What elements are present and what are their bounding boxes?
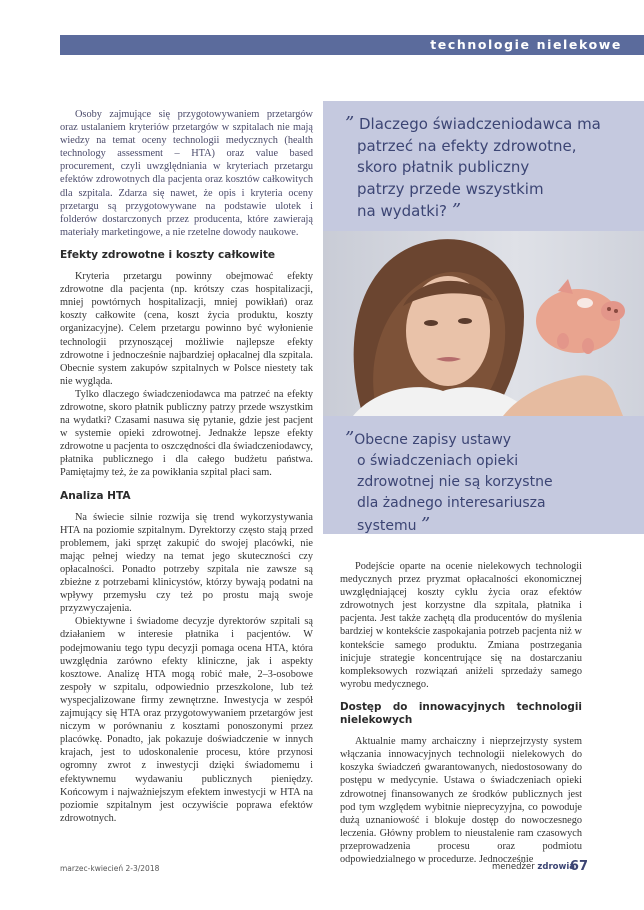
photo-illustration [323, 231, 644, 416]
quote-line: skoro płatnik publiczny [357, 158, 530, 176]
brand-light: menedżer [492, 862, 535, 872]
quote-line: zdrowotnej nie są korzystne [357, 474, 553, 490]
woman-with-piggy-bank-photo [323, 231, 644, 416]
right-article-column [340, 560, 582, 866]
heading-health-effects: Efekty zdrowotne i koszty całkowite [60, 248, 276, 261]
quote-line: o świadczeniach opieki [357, 453, 519, 469]
open-quote-mark: ” [345, 113, 355, 134]
paragraph: Na świecie silnie rozwija się trend wykorzystywania HTA na poziomie szpitalnym. Dyrektorzy często stają przed problemem, jaki sprzęt zakupić do swojej placówki, nie mając pełnej wiedzy na temat jego skuteczności czy opłacalności. Ponadto potrzeby szpitala nie zawsze są zbieżne z potrzebami klinicystów, którzy bywają podatni na wpływy przemysłu czy też po prostu mają swoje przyzwyczajenia. [60, 511, 313, 615]
paragraph: Podejście oparte na ocenie nielekowych technologii medycznych przez pryzmat opłacalności ekonomicznej uwzględniającej koszty cyklu życia oraz efektów zdrowotnych jest korzystne dla szpitala, płatnika i pacjenta. Jest także zachętą dla producentów do myślenia bardziej w kontekście zaspokajania potrzeb pacjenta niż w kontekście samego produktu. Zmiana postrzegania inicjuje strategie koncentrujące się na dostarczaniu kompleksowych rozwiązań aniżeli sprzedaży samego wyrobu medycznego. [340, 561, 582, 690]
open-quote-mark: ” [345, 428, 355, 449]
quote-line: patrzy przede wszystkim [357, 179, 544, 198]
magazine-brand [492, 862, 575, 872]
pull-quote-1 [323, 101, 644, 231]
quote-line [345, 428, 632, 451]
quote-line: patrzeć na efekty zdrowotne, [357, 136, 577, 155]
page-number: 67 [569, 859, 588, 874]
paragraph: Kryteria przetargu powinny obejmować efekty zdrowotne dla pacjenta (np. krótszy czas hospitalizacji, mniej powtórnych hospitalizacji, mniej powikłań) oraz koszty całkowite (cena, koszt życia produktu, koszty organizacyjne). Celem przetargu powinno być wyłonienie technologii przynoszącej możliwie najlepsze efekty zdrowotne i jednocześnie najbardziej opłacalnej dla szpitala. Obecnie system zakupów szpitalnych w Polsce niestety tak nie wygląda. [60, 271, 313, 387]
section-title: technologie nielekowe [430, 37, 622, 52]
quote-line [345, 113, 632, 136]
paragraph: Tylko dlaczego świadczeniodawca ma patrzeć na efekty zdrowotne, skoro płatnik publiczny patrzy przede wszystkim na wydatki? Czasami nasuwa się pytanie, gdzie jest pacjent w systemie opieki zdrowotnej. Jednakże lepsze efekty zdrowotne u pacjenta to oszczędności dla świadczeniodawcy, płatnika publicznego i dla całego budżetu państwa. Pamiętajmy też, że za powikłania szpital płaci sam. [60, 388, 313, 479]
brand-bold: zdrowia [537, 862, 575, 872]
quote-text: na wydatki? [357, 202, 448, 220]
issue-date: marzec-kwiecień 2-3/2018 [60, 864, 160, 873]
section-header-bar [60, 35, 644, 55]
quote-line [345, 200, 632, 223]
intro-paragraph: Osoby zajmujące się przygotowywaniem przetargów oraz ustalaniem kryteriów przetargów w szpitalach nie mają wiedzy na temat oceny technologii medycznych (health technology assessment – HTA) oraz value based procurement, czyli uwzględniania w kryteriach przetargu efektów zdrowotnych dla pacjenta oraz kosztów całkowitych dla szpitala. Zdarza się nawet, że opis i kryteria oceny przetargu są przygotowywane na podstawie ulotek i folderów dostarczonych przez producenta, które zawierają materiały marketingowe, a nie rzetelne dowody naukowe. [60, 109, 313, 238]
heading-innovative-access: Dostęp do innowacyjnych technologii nielekowych [340, 700, 582, 727]
quote-text: Dlaczego świadczeniodawca ma [358, 115, 601, 133]
close-quote-mark: ” [451, 200, 462, 221]
quote-text: systemu [357, 518, 417, 534]
paragraph: Aktualnie mamy archaiczny i nieprzejrzysty system włączania innowacyjnych technologii nielekowych do koszyka świadczeń gwarantowanych, niedostosowany do postępu w medycynie. Ustawa o świadczeniach opieki zdrowotnej finansowanych ze środków publicznych jest pod tym względem wybitnie nieprecyzyjna, co powoduje dużą uznaniowość i blokuje dostęp do nowoczesnego leczenia. Główny problem to nieustalenie ram czasowych przeprowadzenia procesu oraz podmiotu odpowiedzialnego w procedurze. Jednocześnie [340, 736, 582, 865]
heading-hta-analysis: Analiza HTA [60, 489, 131, 502]
pull-quote-2 [323, 416, 644, 534]
quote-line [345, 514, 632, 537]
paragraph: Obiektywne i świadome decyzje dyrektorów szpitali są działaniem w interesie płatnika i pacjentów. W podejmowaniu tego typu decyzji pomaga ocena HTA, która uwzględnia zarówno efekty kliniczne, jak i aspekty kosztowe. Analizę HTA mogą robić małe, 2–3-osobowe zespoły w szpitalu, odpowiednio przeszkolone, lub też wyspecjalizowane firmy zewnętrzne. Inwestycja w zespół zajmujący się HTA oraz przygotowywaniem przetargów jest niczym w porównaniu z kosztami ponoszonymi przez placówkę. Ponadto, jak pokazuje doświadczenie w innych krajach, jest to udoskonalenie procesu, które przynosi ogromny zwrot z inwestycji dzięki świadomemu i efektywnemu wydawaniu publicznych pieniędzy. Końcowym i najważniejszym efektem inwestycji w HTA na poziomie szpitalnym jest oczywiście poprawa efektów zdrowotnych. [60, 616, 313, 824]
left-article-column [60, 108, 313, 825]
quote-text: Obecne zapisy ustawy [354, 432, 512, 448]
close-quote-mark: ” [420, 514, 431, 535]
quote-line: dla żadnego interesariusza [357, 495, 546, 511]
